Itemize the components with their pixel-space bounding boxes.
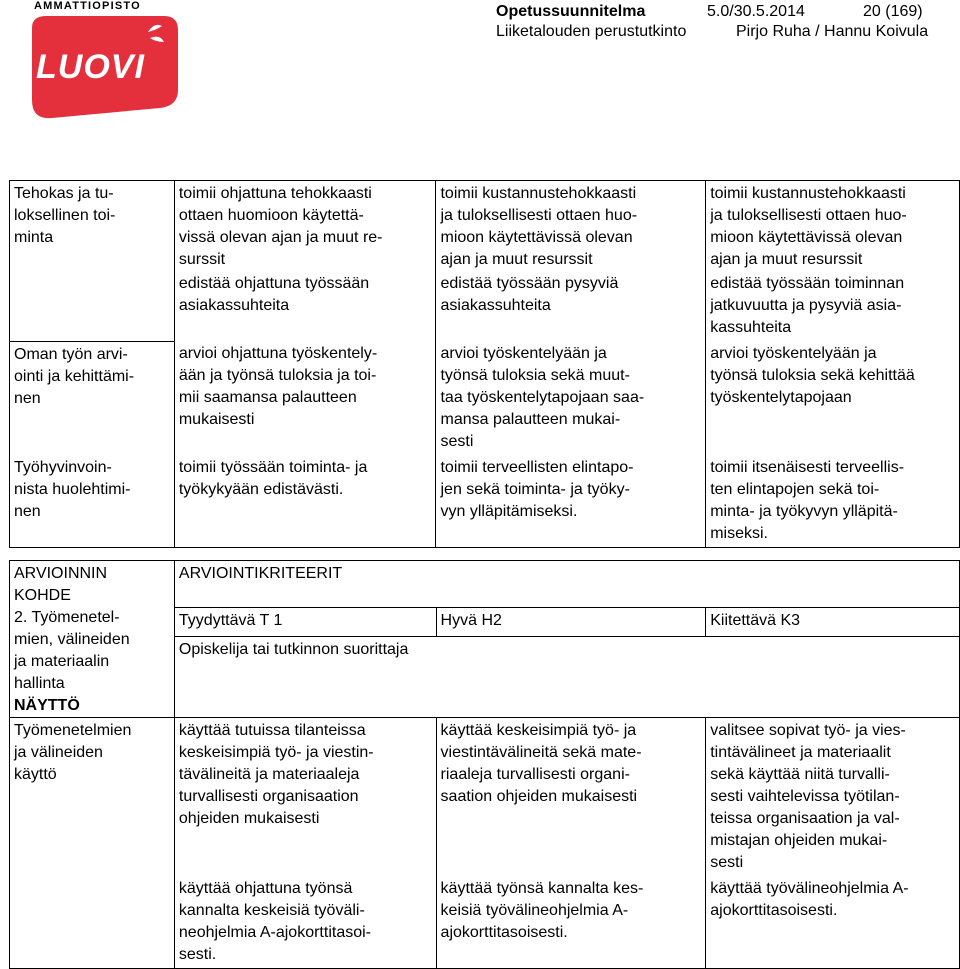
grade-k3: Kiitettävä K3 bbox=[706, 607, 960, 637]
table-row bbox=[10, 607, 960, 637]
subject-label: Opiskelija tai tutkinnon suorittaja bbox=[174, 637, 959, 718]
criterion-k3: arvioi työskentelyään ja työnsä tuloksia sekä kehittää työskentelytapojaan bbox=[706, 341, 960, 455]
criterion-h2: toimii terveellisten elintapo- jen sekä toiminta- ja työky- vyn ylläpitämiseksi. bbox=[436, 455, 706, 548]
criterion-t1: käyttää tutuissa tilanteissa keskeisimpiä työ- ja viestin- tävälineitä ja materiaaleja turvallisesti organisaation ohjeiden mukaisesti bbox=[174, 718, 436, 877]
plan-date: 5.0/30.5.2014 bbox=[707, 3, 805, 20]
section-title: 2. Työmenetel- mien, välineiden ja materiaalin hallinta bbox=[14, 609, 130, 692]
assessment-target-header: ARVIOINNIN KOHDE bbox=[10, 561, 175, 608]
authors: Pirjo Ruha / Hannu Koivula bbox=[736, 23, 929, 40]
assessment-target: Työhyvinvoin- nista huolehtimi- nen bbox=[10, 455, 175, 548]
criterion-t1: toimii työssään toiminta- ja työkykyään edistävästi. bbox=[174, 455, 436, 548]
luovi-logo bbox=[28, 0, 178, 120]
naytto-label: NÄYTTÖ bbox=[14, 697, 80, 714]
criterion-h2: edistää työssään pysyviä asiakassuhteita bbox=[436, 273, 706, 341]
criteria-table-section-2 bbox=[9, 560, 960, 969]
criteria-table-continued bbox=[9, 180, 960, 548]
plan-label: Opetussuunnitelma bbox=[496, 3, 646, 20]
assessment-target: Työmenetelmien ja välineiden käyttö bbox=[10, 718, 175, 969]
table-header-row bbox=[10, 561, 960, 608]
grade-t1: Tyydyttävä T 1 bbox=[174, 607, 436, 637]
criterion-t1: toimii ohjattuna tehokkaasti ottaen huomioon käytettä- vissä olevan ajan ja muut re- surssit bbox=[174, 181, 436, 274]
table-row bbox=[10, 181, 960, 274]
criterion-t1: edistää ohjattuna työssään asiakassuhteita bbox=[174, 273, 436, 341]
table-row bbox=[10, 718, 960, 877]
criterion-t1: arvioi ohjattuna työskentely- ään ja työnsä tuloksia ja toi- mii saamansa palautteen mukaisesti bbox=[174, 341, 436, 455]
degree-name: Liiketalouden perustutkinto bbox=[496, 23, 687, 40]
assessment-target: Tehokas ja tu- loksellinen toi- minta bbox=[10, 181, 175, 342]
table-row bbox=[10, 341, 960, 455]
criterion-k3: toimii kustannustehokkaasti ja tuloksellisesti ottaen huo- mioon käytettävissä olevan ajan ja muut resurssit bbox=[706, 181, 960, 274]
criterion-k3: edistää työssään toiminnan jatkuvuutta ja pysyviä asia- kassuhteita bbox=[706, 273, 960, 341]
criterion-k3: valitsee sopivat työ- ja vies- tintävälineet ja materiaalit sekä käyttää niitä turvalli- sesti vaihtelevissa työtilan- teissa organisaation ja val- mistajan ohjeiden mukai- sesti bbox=[706, 718, 960, 877]
grade-h2: Hyvä H2 bbox=[436, 607, 706, 637]
criterion-h2: käyttää keskeisimpiä työ- ja viestintävälineitä sekä mate- riaaleja turvallisesti organi- saation ohjeiden mukaisesti bbox=[436, 718, 706, 877]
criterion-k3: toimii itsenäisesti terveellis- ten elintapojen sekä toi- minta- ja työkyvyn ylläpitä- miseksi. bbox=[706, 455, 960, 548]
criterion-t1: käyttää ohjattuna työnsä kannalta keskeisiä työväli- neohjelmia A-ajokorttitasoi- sesti. bbox=[174, 876, 436, 969]
logo-top-text: AMMATTIOPISTO bbox=[34, 0, 141, 12]
section-cell bbox=[10, 607, 175, 718]
assessment-target: Oman työn arvi- ointi ja kehittämi- nen bbox=[10, 341, 175, 455]
table-row bbox=[10, 455, 960, 548]
logo-wordmark: LUOVI bbox=[36, 48, 145, 86]
criteria-header: ARVIOINTIKRITEERIT bbox=[174, 561, 959, 608]
criterion-h2: käyttää työnsä kannalta kes- keisiä työvälineohjelmia A- ajokorttitasoisesti. bbox=[436, 876, 706, 969]
criterion-h2: toimii kustannustehokkaasti ja tuloksellisesti ottaen huo- mioon käytettävissä olevan ajan ja muut resurssit bbox=[436, 181, 706, 274]
page-number: 20 (169) bbox=[863, 3, 923, 20]
criterion-h2: arvioi työskentelyään ja työnsä tuloksia sekä muut- taa työskentelytapojaan saa- mansa palautteen mukai- sesti bbox=[436, 341, 706, 455]
criterion-k3: käyttää työvälineohjelmia A- ajokorttitasoisesti. bbox=[706, 876, 960, 969]
